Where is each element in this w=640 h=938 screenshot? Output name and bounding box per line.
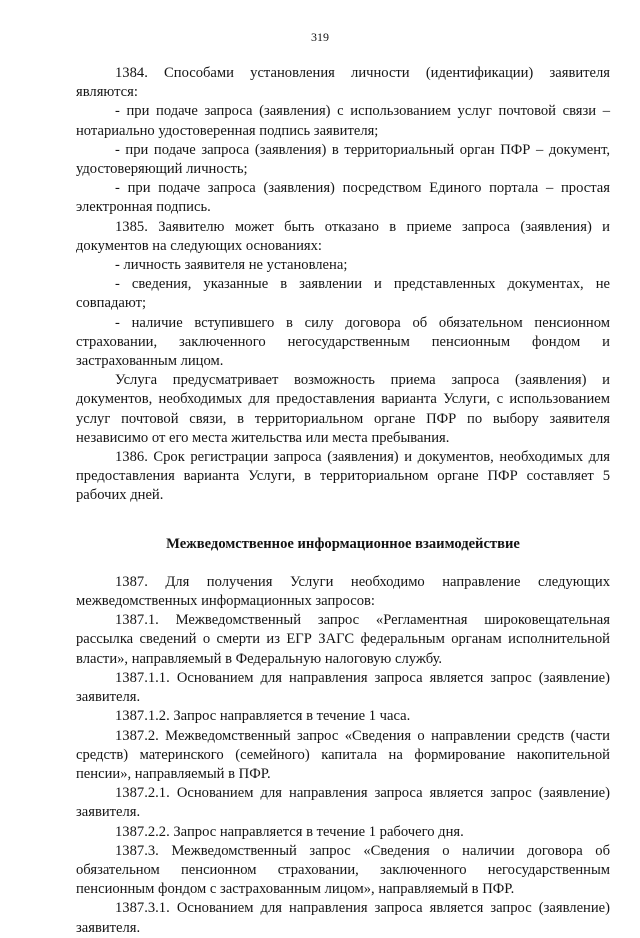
list-item-mismatch: - сведения, указанные в заявлении и представленных документах, не совпадают;	[76, 276, 610, 312]
paragraph-1385: 1385. Заявителю может быть отказано в приеме запроса (заявления) и документов на следующих основаниях:	[76, 218, 610, 254]
document-body	[76, 64, 610, 938]
paragraph-1387-2-1: 1387.2.1. Основанием для направления запроса является запрос (заявление) заявителя.	[76, 785, 610, 821]
list-item-contract: - наличие вступившего в силу договора об обязательном пенсионном страховании, заключенного негосударственным пенсионным фондом и застрахованным лицом.	[76, 314, 610, 370]
paragraph-1387-1-2: 1387.1.2. Запрос направляется в течение 1 часа.	[115, 708, 411, 725]
list-item-portal: - при подаче запроса (заявления) посредством Единого портала – простая электронная подпись.	[76, 180, 610, 216]
list-item-identity: - личность заявителя не установлена;	[115, 257, 348, 274]
paragraph-1387-2: 1387.2. Межведомственный запрос «Сведения о направлении средств (части средств) материнского (семейного) капитала на формирование накопительной пенсии», направляемый в ПФР.	[76, 727, 610, 782]
paragraph-1387-3-1: 1387.3.1. Основанием для направления запроса является запрос (заявление) заявителя.	[76, 900, 610, 936]
paragraph-service-note: Услуга предусматривает возможность приема запроса (заявления) и документов, необходимых для предоставления варианта Услуги, с использованием услуг почтовой связи, в территориальном органе ПФР по выбору заявителя независимо от его места жительства или места пребывания.	[76, 372, 610, 446]
list-item-pfr-office: - при подаче запроса (заявления) в территориальный орган ПФР – документ, удостоверяющий личность;	[76, 141, 610, 178]
paragraph-1387-1-1: 1387.1.1. Основанием для направления запроса является запрос (заявление) заявителя.	[76, 669, 610, 706]
paragraph-1386: 1386. Срок регистрации запроса (заявления) и документов, необходимых для предоставления варианта Услуги, в территориальном органе ПФР составляет 5 рабочих дней.	[76, 449, 610, 504]
list-item-postal: - при подаче запроса (заявления) с использованием услуг почтовой связи – нотариально удостоверенная подпись заявителя;	[76, 103, 610, 139]
page-number: 319	[311, 30, 329, 44]
paragraph-1387-1: 1387.1. Межведомственный запрос «Регламентная широковещательная рассылка сведений о смерти из ЕГР ЗАГС федеральным органам исполнительной власти», направляемый в Федеральную налоговую службу.	[76, 612, 610, 667]
paragraph-1384: 1384. Способами установления личности (идентификации) заявителя являются:	[76, 65, 610, 101]
paragraph-1387: 1387. Для получения Услуги необходимо направление следующих межведомственных информационных запросов:	[76, 573, 610, 610]
section-heading: Межведомственное информационное взаимодействие	[166, 535, 520, 552]
paragraph-1387-3: 1387.3. Межведомственный запрос «Сведения о наличии договора об обязательном пенсионном страховании, заключенного негосударственным пенсионным фондом с застрахованным лицом», направляемый в ПФР.	[76, 842, 610, 898]
paragraph-1387-2-2: 1387.2.2. Запрос направляется в течение 1 рабочего дня.	[115, 823, 464, 840]
